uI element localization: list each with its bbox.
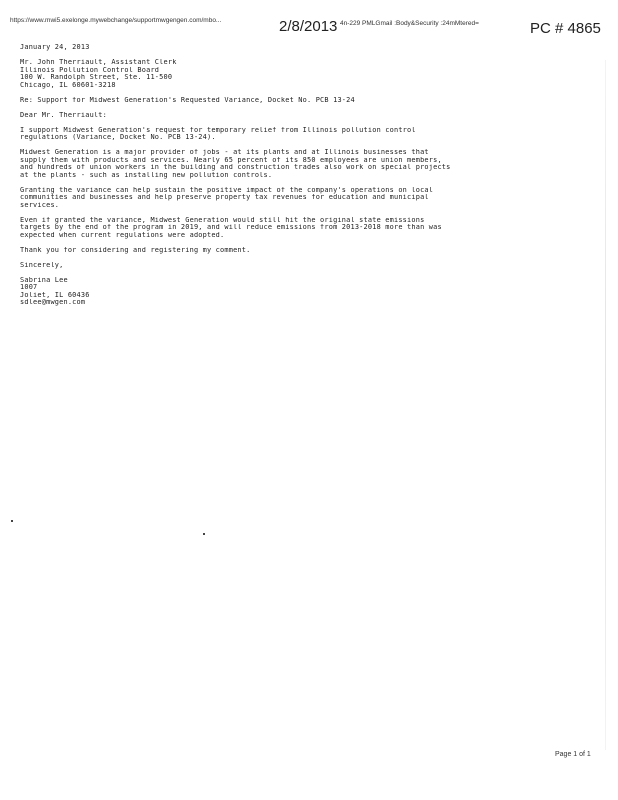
fax-header (0, 0, 618, 36)
paragraph-line: at the plants - such as installing new pollution controls. (20, 171, 273, 179)
page-number: Page 1 of 1 (555, 751, 591, 758)
paragraph-line: and hundreds of union workers in the building and construction trades also work on special projects (20, 164, 451, 171)
signature-email: sdlee@mwgen.com (20, 299, 86, 306)
closing-text: Sincerely, (20, 261, 64, 269)
signature-line: Joliet, IL 60436 (20, 291, 90, 299)
recipient-line: Mr. John Therriault, Assistant Clerk (20, 59, 177, 66)
paragraph-line: I support Midwest Generation's request for temporary relief from Illinois pollution control (20, 126, 416, 134)
paragraph-line: communities and businesses and help preserve property tax revenues for education and municipal (20, 194, 429, 201)
paragraph (20, 149, 590, 179)
closing (20, 262, 590, 270)
paragraph-line: Even if granted the variance, Midwest Generation would still hit the original state emissions (20, 216, 425, 224)
paragraph (20, 127, 590, 142)
page-edge (605, 60, 606, 750)
paragraph-line: services. (20, 201, 60, 209)
salutation-text: Dear Mr. Therriault: (20, 111, 107, 119)
pc-number: PC # 4865 (530, 20, 601, 37)
signature-line: 1007 (20, 284, 38, 291)
paragraph-line: supply them with products and services. Nearly 65 percent of its 850 employees are union members, (20, 156, 442, 164)
paragraph-line: regulations (Variance, Docket No. PCB 13-24). (20, 134, 216, 141)
paragraph-line: Thank you for considering and registering my comment. (20, 246, 251, 254)
recipient-line: Illinois Pollution Control Board (20, 66, 160, 74)
signature-name: Sabrina Lee (20, 276, 68, 284)
letter-body (20, 44, 590, 307)
fax-info: 4n-229 PMLGmail :Body&Security :24mMtered= (340, 20, 479, 27)
paragraph-line: targets by the end of the program in 2019, and will reduce emissions from 2013-2018 more than was (20, 224, 442, 231)
recipient-line: Chicago, IL 60601-3218 (20, 81, 116, 89)
scan-speck (203, 533, 205, 535)
recipient-block (20, 59, 590, 89)
signature-block (20, 277, 590, 307)
subject-line (20, 97, 590, 105)
scan-speck (11, 520, 13, 522)
paragraph (20, 217, 590, 240)
fax-date: 2/8/2013 (279, 18, 338, 35)
paragraph-line: Midwest Generation is a major provider of jobs - at its plants and at Illinois businesses that (20, 149, 429, 156)
fax-url: https://www.mwi5.exelonge.mywebchange/supportmwgengen.com/mbo... (10, 17, 222, 24)
paragraph (20, 187, 590, 210)
subject-text: Re: Support for Midwest Generation's Requested Variance, Docket No. PCB 13-24 (20, 96, 355, 104)
recipient-line: 100 W. Randolph Street, Ste. 11-500 (20, 74, 173, 81)
salutation (20, 112, 590, 120)
paragraph-line: expected when current regulations were adopted. (20, 231, 225, 239)
letter-date: January 24, 2013 (20, 44, 90, 51)
paragraph-line: Granting the variance can help sustain the positive impact of the company's operations on local (20, 186, 434, 194)
paragraph (20, 247, 590, 255)
